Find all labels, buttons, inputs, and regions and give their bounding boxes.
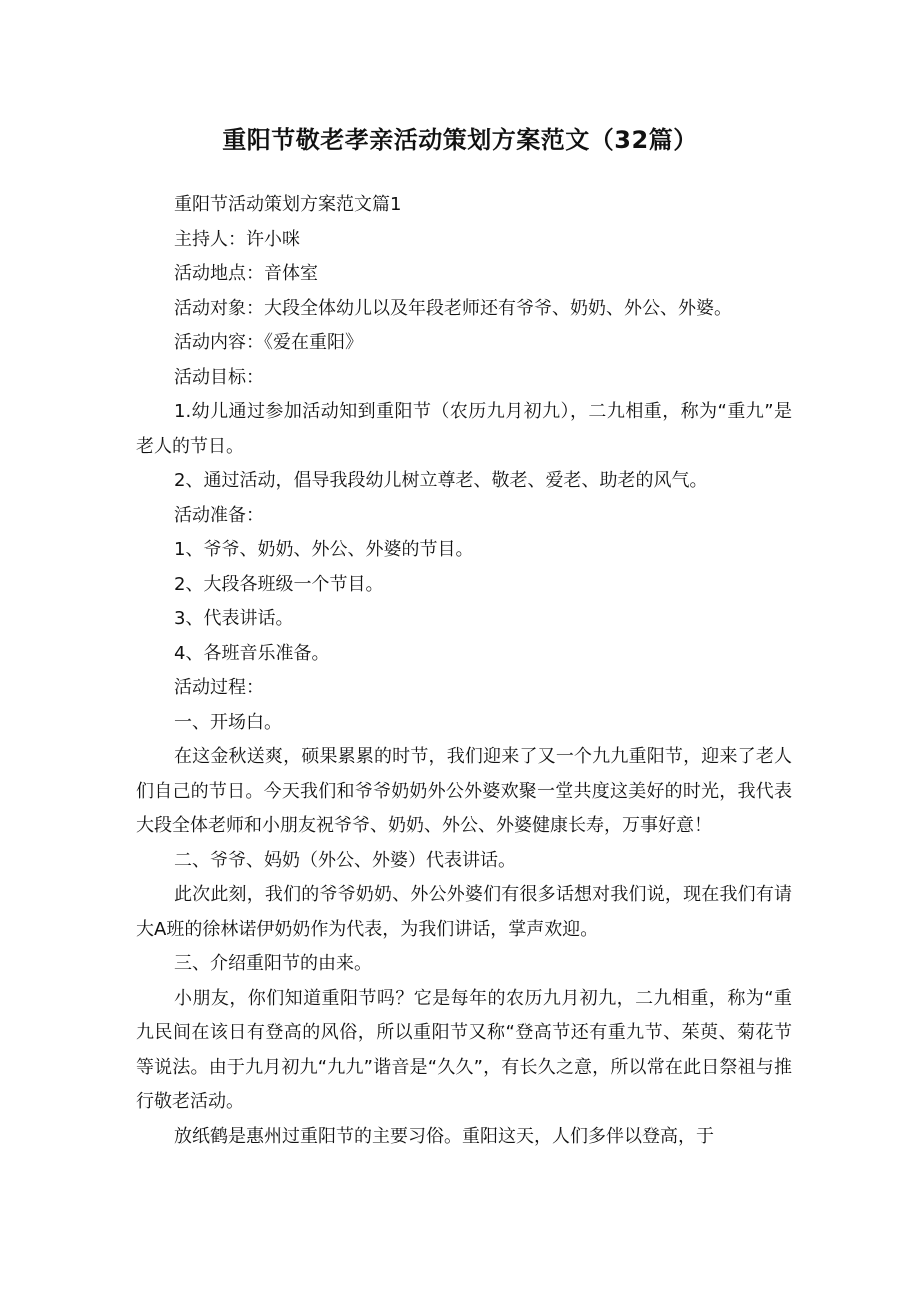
paragraph: 小朋友，你们知道重阳节吗？它是每年的农历九月初九，二九相重，称为“重九民间在该日有登高的风俗，所以重阳节又称“登高节还有重九节、茱萸、菊花节等说法。由于九月初九“九九”谐音是“久久”，有长久之意，所以常在此日祭祖与推行敬老活动。 [136,987,792,1112]
paragraph: 活动目标： [174,366,264,388]
document-body [136,188,792,1154]
paragraph: 3、代表讲话。 [174,608,294,629]
paragraph: 1、爷爷、奶奶、外公、外婆的节目。 [174,539,474,560]
paragraph: 主持人：许小咪 [174,228,300,250]
paragraph: 2、大段各班级一个节目。 [174,573,384,595]
paragraph: 放纸鹤是惠州过重阳节的主要习俗。重阳这天，人们多伴以登高，于 [174,1125,714,1147]
paragraph: 二、爷爷、妈奶（外公、外婆）代表讲话。 [174,849,516,871]
paragraph: 活动准备： [174,504,264,526]
paragraph: 活动对象：大段全体幼儿以及年段老师还有爷爷、奶奶、外公、外婆。 [174,297,732,319]
paragraph: 2、通过活动，倡导我段幼儿树立尊老、敬老、爱老、助老的风气。 [174,470,708,491]
paragraph: 4、各班音乐准备。 [174,642,330,664]
paragraph: 活动地点：音体室 [174,263,318,284]
paragraph: 活动过程： [174,677,264,698]
paragraph: 三、介绍重阳节的由来。 [174,953,372,974]
paragraph: 一、开场白。 [174,711,282,733]
paragraph: 活动内容：《爱在重阳》 [174,332,363,353]
paragraph: 1.幼儿通过参加活动知到重阳节（农历九月初九），二九相重，称为“重九”是老人的节日。 [136,401,792,457]
paragraph: 重阳节活动策划方案范文篇1 [174,194,402,215]
paragraph: 在这金秋送爽，硕果累累的时节，我们迎来了又一个九九重阳节，迎来了老人们自己的节日。今天我们和爷爷奶奶外公外婆欢聚一堂共度这美好的时光，我代表大段全体老师和小朋友祝爷爷、奶奶、外公、外婆健康长寿，万事好意！ [136,746,792,836]
paragraph: 此次此刻，我们的爷爷奶奶、外公外婆们有很多话想对我们说，现在我们有请大A班的徐林诺伊奶奶作为代表，为我们讲话，掌声欢迎。 [136,884,792,940]
document-title: 重阳节敬老孝亲活动策划方案范文（32篇） [222,126,698,154]
